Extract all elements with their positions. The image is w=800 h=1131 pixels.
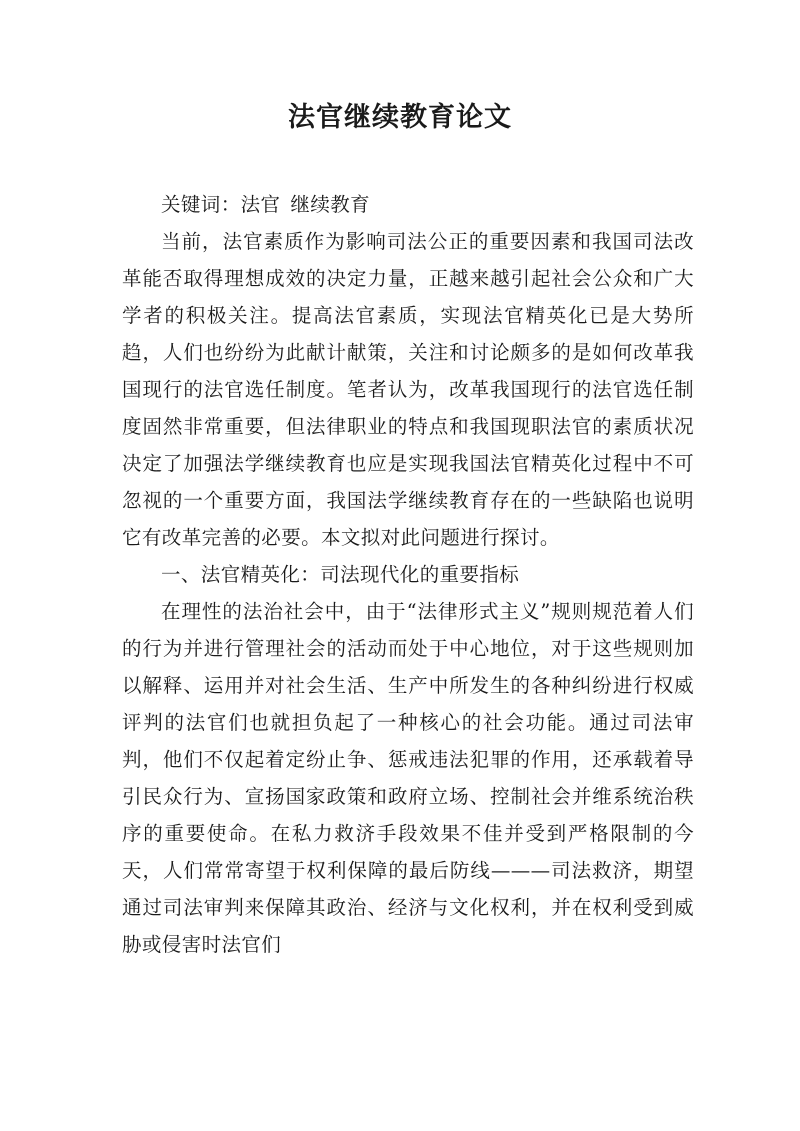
document-body bbox=[122, 186, 694, 963]
keywords-label: 关键词： bbox=[161, 193, 241, 216]
section-heading: 一、法官精英化：司法现代化的重要指标 bbox=[161, 563, 520, 586]
keyword-2: 继续教育 bbox=[290, 193, 371, 216]
body-paragraph: 在理性的法治社会中，由于“法律形式主义”规则规范着人们的行为并进行管理社会的活动而处于中心地位，对于这些规则加以解释、运用并对社会生活、生产中所发生的各种纠纷进行权威评判的法官们也就担负起了一种核心的社会功能。通过司法审判，他们不仅起着定纷止争、惩戒违法犯罪的作用，还承载着导引民众行为、宣扬国家政策和政府立场、控制社会并维系统治秩序的重要使命。在私力救济手段效果不佳并受到严格限制的今天，人们常常寄望于权利保障的最后防线———司法救济，期望通过司法审判来保障其政治、经济与文化权利，并在权利受到威胁或侵害时法官们 bbox=[122, 600, 694, 956]
document-title: 法官继续教育论文 bbox=[288, 102, 512, 133]
keyword-1: 法官 bbox=[240, 193, 281, 216]
keywords-line bbox=[122, 186, 694, 223]
intro-paragraph: 当前，法官素质作为影响司法公正的重要因素和我国司法改革能否取得理想成效的决定力量，正越来越引起社会公众和广大学者的积极关注。提高法官素质，实现法官精英化已是大势所趋，人们也纷纷为此献计献策，关注和讨论颇多的是如何改革我国现行的法官选任制度。笔者认为，改革我国现行的法官选任制度固然非常重要，但法律职业的特点和我国现职法官的素质状况决定了加强法学继续教育也应是实现我国法官精英化过程中不可忽视的一个重要方面，我国法学继续教育存在的一些缺陷也说明它有改革完善的必要。本文拟对此问题进行探讨。 bbox=[122, 230, 694, 549]
